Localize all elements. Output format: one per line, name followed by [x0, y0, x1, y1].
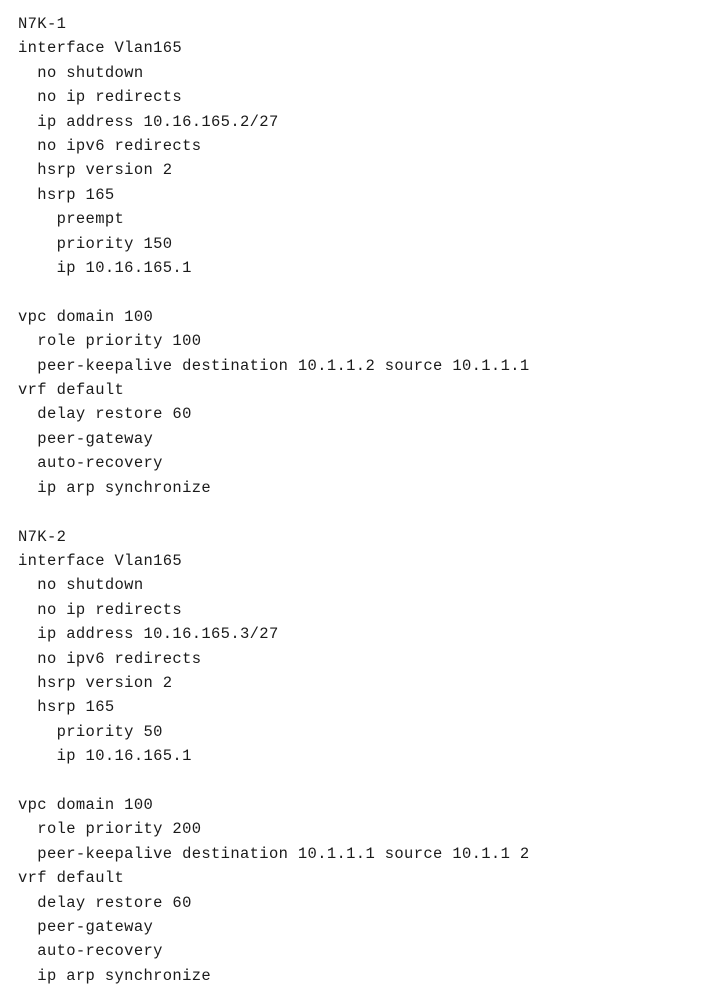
config-line: role priority 100 — [18, 332, 202, 351]
config-line: N7K-1 — [18, 15, 67, 33]
config-line: ip arp synchronize — [18, 966, 212, 985]
config-line: ip 10.16.165.1 — [18, 259, 192, 278]
config-line: N7K-2 — [18, 527, 67, 546]
config-line: delay restore 60 — [18, 405, 192, 424]
config-line: no ip redirects — [18, 600, 183, 619]
config-blank-line — [18, 280, 718, 304]
config-line: no shutdown — [18, 576, 144, 595]
config-line: peer-keepalive destination 10.1.1.2 source 10.1.1.1 — [18, 356, 530, 375]
config-blank-line — [18, 500, 718, 524]
config-line: hsrp 165 — [18, 185, 115, 204]
config-blank-line — [18, 769, 718, 793]
config-line: vpc domain 100 — [18, 795, 154, 814]
config-line: role priority 200 — [18, 820, 202, 839]
config-line: preempt — [18, 210, 125, 229]
config-line: peer-gateway — [18, 429, 154, 448]
config-line: no ipv6 redirects — [18, 137, 202, 156]
config-line: hsrp 165 — [18, 698, 115, 717]
config-line: ip 10.16.165.1 — [18, 747, 192, 766]
config-line: peer-keepalive destination 10.1.1.1 source 10.1.1 2 — [18, 844, 530, 863]
config-line: priority 50 — [18, 722, 163, 741]
config-line: no ipv6 redirects — [18, 649, 202, 668]
config-line: vrf default — [18, 381, 125, 400]
config-line: priority 150 — [18, 234, 173, 253]
config-line: peer-gateway — [18, 917, 154, 936]
config-line: ip address 10.16.165.3/27 — [18, 625, 279, 644]
config-line: interface Vlan165 — [18, 551, 183, 570]
config-line: interface Vlan165 — [18, 39, 183, 58]
config-line: vpc domain 100 — [18, 307, 154, 326]
config-line: hsrp version 2 — [18, 673, 173, 692]
config-line: hsrp version 2 — [18, 161, 173, 180]
config-line: no shutdown — [18, 63, 144, 82]
config-line: no ip redirects — [18, 88, 183, 107]
config-line: ip address 10.16.165.2/27 — [18, 112, 279, 131]
config-line: auto-recovery — [18, 942, 163, 961]
config-line: delay restore 60 — [18, 893, 192, 912]
config-line: vrf default — [18, 869, 125, 888]
config-line: auto-recovery — [18, 454, 163, 473]
config-line: ip arp synchronize — [18, 478, 212, 497]
